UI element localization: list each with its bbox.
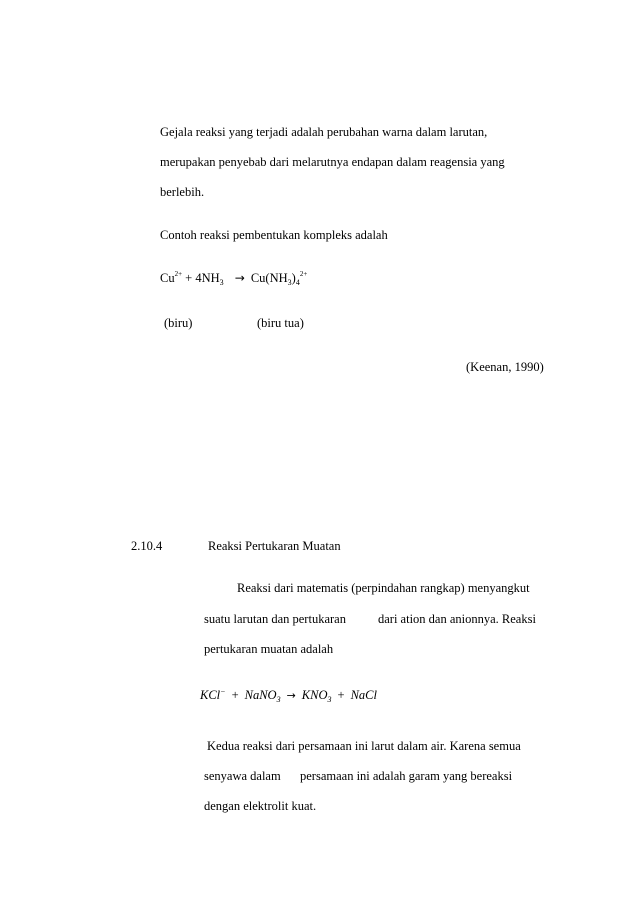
ammonia-subscript: 3	[219, 278, 224, 287]
exchange-reaction-equation	[200, 688, 377, 704]
plus-sign-2: +	[337, 688, 345, 702]
product-nacl: NaCl	[350, 688, 377, 702]
citation: (Keenan, 1990)	[466, 360, 544, 374]
complex-subscript-1: 3	[287, 278, 292, 287]
reactant-kcl: KCl	[200, 688, 221, 702]
copper-charge: 2+	[174, 270, 183, 278]
section-title: Reaksi Pertukaran Muatan	[208, 539, 341, 553]
product-kno3: KNO	[301, 688, 328, 702]
complex-charge: 2+	[299, 270, 308, 278]
kno3-subscript: 3	[327, 695, 332, 704]
paragraph2-line2b: dari ation dan anionnya. Reaksi	[378, 612, 536, 626]
reactant-ammonia: + 4NH	[185, 271, 220, 285]
complex-subscript-2: 4	[295, 278, 300, 287]
color-label-blue: (biru)	[164, 316, 193, 330]
paragraph3-line2a: senyawa dalam	[204, 769, 281, 783]
product-complex: Cu(NH	[250, 271, 288, 285]
reaction-arrow-icon: →	[234, 271, 245, 285]
kcl-charge: −	[220, 687, 226, 696]
reactant-copper: Cu	[160, 271, 175, 285]
color-label-dark-blue: (biru tua)	[257, 316, 304, 330]
nano3-subscript: 3	[276, 695, 281, 704]
paragraph1-line2: merupakan penyebab dari melarutnya endapan dalam reagensia yang	[160, 155, 505, 169]
complex-close-paren: )	[291, 271, 296, 285]
paragraph2-line1: Reaksi dari matematis (perpindahan rangkap) menyangkut	[237, 581, 530, 595]
reactant-nano3: NaNO	[244, 688, 277, 702]
paragraph1-line1: Gejala reaksi yang terjadi adalah perubahan warna dalam larutan,	[160, 125, 488, 139]
paragraph2-line2a: suatu larutan dan pertukaran	[204, 612, 346, 626]
paragraph3-line3: dengan elektrolit kuat.	[204, 799, 317, 813]
paragraph1-line3: berlebih.	[160, 185, 205, 199]
complex-reaction-equation	[160, 271, 307, 287]
plus-sign-1: +	[231, 688, 239, 702]
paragraph2-line3: pertukaran muatan adalah	[204, 642, 334, 656]
paragraph3-line1: Kedua reaksi dari persamaan ini larut dalam air. Karena semua	[207, 739, 521, 753]
reaction-arrow-icon: →	[286, 689, 296, 702]
paragraph3-line2b: persamaan ini adalah garam yang bereaksi	[300, 769, 513, 783]
section-number: 2.10.4	[131, 539, 163, 553]
example-intro: Contoh reaksi pembentukan kompleks adalah	[160, 228, 388, 242]
